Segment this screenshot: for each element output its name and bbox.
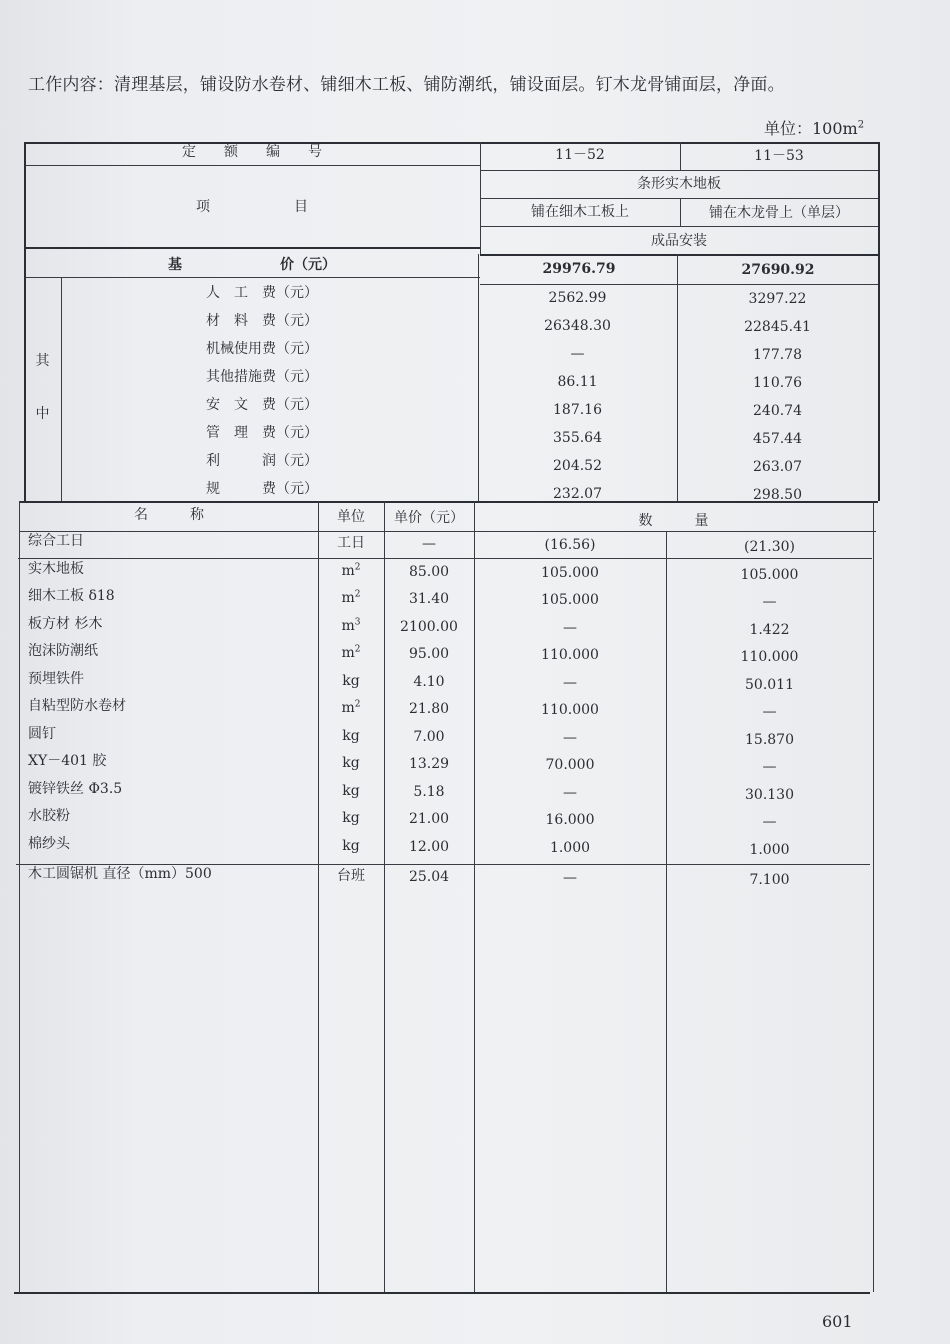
res-qty-header: 数 量 bbox=[638, 513, 709, 529]
quota-code-11-53: 11－53 bbox=[754, 148, 804, 164]
base-price-label: 基 价（元） bbox=[168, 257, 336, 273]
quota-code-11-52: 11－52 bbox=[555, 147, 605, 163]
cost-value-11-52: 2562.99 bbox=[548, 290, 607, 306]
resource-unit-text: kg bbox=[342, 810, 360, 826]
resource-qty-11-52: — bbox=[563, 619, 577, 636]
resource-unit-text: m bbox=[341, 617, 355, 634]
cost-label: 其他措施费（元） bbox=[206, 369, 318, 385]
cost-label: 材 料 费（元） bbox=[206, 313, 318, 329]
resource-unit-text: kg bbox=[342, 727, 360, 744]
resource-name: 泡沫防潮纸 bbox=[28, 643, 98, 659]
resource-unit-power: 2 bbox=[354, 561, 361, 572]
cost-value-11-52: 26348.30 bbox=[544, 318, 611, 334]
cost-value-11-53: 240.74 bbox=[753, 403, 802, 419]
resource-qty-11-53: (21.30) bbox=[743, 539, 795, 555]
resource-qty-11-53: — bbox=[762, 814, 777, 830]
resource-qty-11-53: 1.422 bbox=[749, 621, 790, 638]
resource-unit-power: 2 bbox=[354, 699, 361, 710]
cost-label: 机械使用费（元） bbox=[206, 341, 318, 357]
cost-value-11-52: 355.64 bbox=[553, 430, 602, 446]
work-content-text: 工作内容：清理基层，铺设防水卷材、铺细木工板、铺防潮纸，铺设面层。钉木龙骨铺面层，净面。 bbox=[28, 75, 785, 95]
resource-unit-price: 95.00 bbox=[408, 646, 450, 662]
cost-value-11-52: — bbox=[570, 346, 585, 362]
resource-unit bbox=[318, 563, 384, 579]
resource-qty-11-53: — bbox=[762, 594, 777, 610]
resource-qty-11-52: 105.000 bbox=[541, 592, 599, 608]
cost-group-label-bottom: 中 bbox=[35, 406, 50, 422]
cost-value-11-53: 263.07 bbox=[753, 459, 802, 475]
resource-unit-text: m bbox=[341, 645, 355, 661]
resource-unit-text: kg bbox=[342, 837, 360, 854]
resource-qty-11-53: 7.100 bbox=[749, 872, 790, 888]
unit-label: 单位：$100m^2$ bbox=[764, 119, 865, 138]
cost-value-11-53: 22845.41 bbox=[744, 319, 811, 335]
resource-unit bbox=[318, 838, 384, 854]
resource-name: 水胶粉 bbox=[28, 808, 70, 824]
resource-qty-11-52: — bbox=[563, 674, 577, 691]
resource-unit-power: 2 bbox=[354, 644, 361, 655]
group-title: 条形实木地板 bbox=[637, 176, 721, 192]
resource-qty-11-52: (16.56) bbox=[544, 537, 596, 553]
base-price-11-53: 27690.92 bbox=[741, 262, 815, 278]
resource-qty-11-53: 30.130 bbox=[745, 786, 794, 803]
quota-number-label: 定 额 编 号 bbox=[182, 144, 322, 160]
resource-qty-11-52: 16.000 bbox=[545, 812, 595, 828]
resource-qty-11-53: 15.870 bbox=[745, 731, 794, 748]
cost-group-label-top: 其 bbox=[35, 353, 50, 369]
cost-value-11-52: 232.07 bbox=[553, 486, 602, 502]
resource-unit-price: 4.10 bbox=[413, 673, 445, 690]
resource-unit-text: 台班 bbox=[337, 868, 365, 884]
resource-name: 自粘型防水卷材 bbox=[28, 698, 126, 714]
resource-unit-price: 5.18 bbox=[413, 783, 445, 800]
desc-11-52: 铺在细木工板上 bbox=[531, 204, 629, 220]
resource-unit bbox=[318, 645, 384, 661]
resource-unit-price: 2100.00 bbox=[400, 618, 458, 635]
resource-name: 综合工日 bbox=[28, 533, 84, 549]
resource-qty-11-52: — bbox=[563, 729, 577, 746]
resource-unit-text: kg bbox=[342, 755, 360, 771]
resource-unit bbox=[318, 590, 384, 606]
resource-qty-11-52: 110.000 bbox=[541, 702, 599, 718]
resource-qty-11-52: — bbox=[563, 784, 577, 801]
desc-11-53: 铺在木龙骨上（单层） bbox=[709, 205, 849, 221]
resource-qty-11-52: 1.000 bbox=[549, 839, 591, 856]
resource-unit-price: 7.00 bbox=[413, 728, 445, 745]
resource-qty-11-52: 105.000 bbox=[541, 564, 599, 581]
resource-name: 细木工板 δ18 bbox=[28, 588, 115, 604]
resource-unit bbox=[318, 728, 384, 744]
resource-unit bbox=[318, 535, 384, 551]
cost-value-11-52: 204.52 bbox=[553, 458, 602, 474]
cost-value-11-53: 177.78 bbox=[753, 347, 802, 363]
resource-unit-power: 2 bbox=[354, 589, 361, 600]
cost-label: 规 费（元） bbox=[206, 481, 318, 497]
resource-name: 预埋铁件 bbox=[28, 670, 84, 687]
resource-unit-text: m bbox=[341, 590, 355, 606]
resource-unit bbox=[318, 700, 384, 716]
resource-unit-power: 3 bbox=[354, 616, 361, 627]
item-label: 项 目 bbox=[196, 199, 308, 215]
cost-value-11-53: 3297.22 bbox=[748, 291, 807, 307]
resource-qty-11-52: — bbox=[563, 870, 577, 886]
resource-name: 木工圆锯机 直径（mm）500 bbox=[28, 866, 212, 882]
resource-name: 圆钉 bbox=[28, 725, 56, 742]
resource-qty-11-53: 105.000 bbox=[740, 566, 799, 583]
resource-unit-price: 21.00 bbox=[408, 811, 450, 827]
resource-unit bbox=[318, 618, 384, 634]
resource-name: 镀锌铁丝 Φ3.5 bbox=[28, 780, 123, 797]
install-method: 成品安装 bbox=[651, 233, 707, 249]
resource-unit-text: 工日 bbox=[337, 535, 365, 551]
resource-qty-11-53: 50.011 bbox=[745, 676, 794, 693]
page-number: 601 bbox=[822, 1312, 853, 1331]
resource-unit-price: 12.00 bbox=[408, 838, 450, 855]
resource-unit-text: m bbox=[341, 562, 355, 579]
resource-qty-11-52: 110.000 bbox=[541, 647, 599, 663]
cost-value-11-52: 187.16 bbox=[553, 402, 602, 418]
resource-unit-price: — bbox=[422, 536, 436, 552]
resource-unit-price: 13.29 bbox=[408, 756, 450, 772]
res-unit-header: 单位 bbox=[337, 509, 365, 525]
base-price-11-52: 29976.79 bbox=[542, 261, 616, 277]
resource-unit bbox=[318, 783, 384, 799]
cost-label: 管 理 费（元） bbox=[206, 425, 318, 441]
cost-value-11-52: 86.11 bbox=[557, 374, 598, 390]
resource-unit-price: 25.04 bbox=[408, 869, 450, 885]
res-price-header: 单价（元） bbox=[394, 510, 464, 526]
resource-unit bbox=[318, 868, 384, 884]
resource-name: 棉纱头 bbox=[28, 835, 70, 852]
resource-unit bbox=[318, 810, 384, 826]
resource-name: XY－401 胶 bbox=[28, 753, 107, 769]
cost-label: 利 润（元） bbox=[206, 453, 318, 469]
cost-value-11-53: 298.50 bbox=[753, 487, 802, 503]
resource-qty-11-53: 110.000 bbox=[740, 649, 799, 665]
resource-unit-text: kg bbox=[342, 782, 360, 799]
resource-unit-price: 31.40 bbox=[408, 591, 450, 607]
cost-value-11-53: 110.76 bbox=[753, 375, 802, 391]
resource-name: 实木地板 bbox=[28, 560, 84, 577]
resource-qty-11-52: 70.000 bbox=[545, 757, 595, 773]
cost-label: 人 工 费（元） bbox=[206, 285, 318, 301]
resource-name: 板方材 杉木 bbox=[28, 615, 103, 632]
resource-qty-11-53: — bbox=[762, 704, 777, 720]
resource-unit bbox=[318, 673, 384, 689]
cost-label: 安 文 费（元） bbox=[206, 397, 318, 413]
cost-value-11-53: 457.44 bbox=[753, 431, 802, 447]
res-name-header: 名 称 bbox=[134, 507, 204, 523]
resource-unit bbox=[318, 755, 384, 771]
resource-unit-text: m bbox=[341, 700, 355, 716]
resource-unit-price: 85.00 bbox=[408, 563, 450, 580]
resource-unit-price: 21.80 bbox=[408, 701, 450, 717]
resource-unit-text: kg bbox=[342, 672, 360, 689]
resource-qty-11-53: — bbox=[762, 759, 777, 775]
resource-qty-11-53: 1.000 bbox=[749, 841, 790, 858]
